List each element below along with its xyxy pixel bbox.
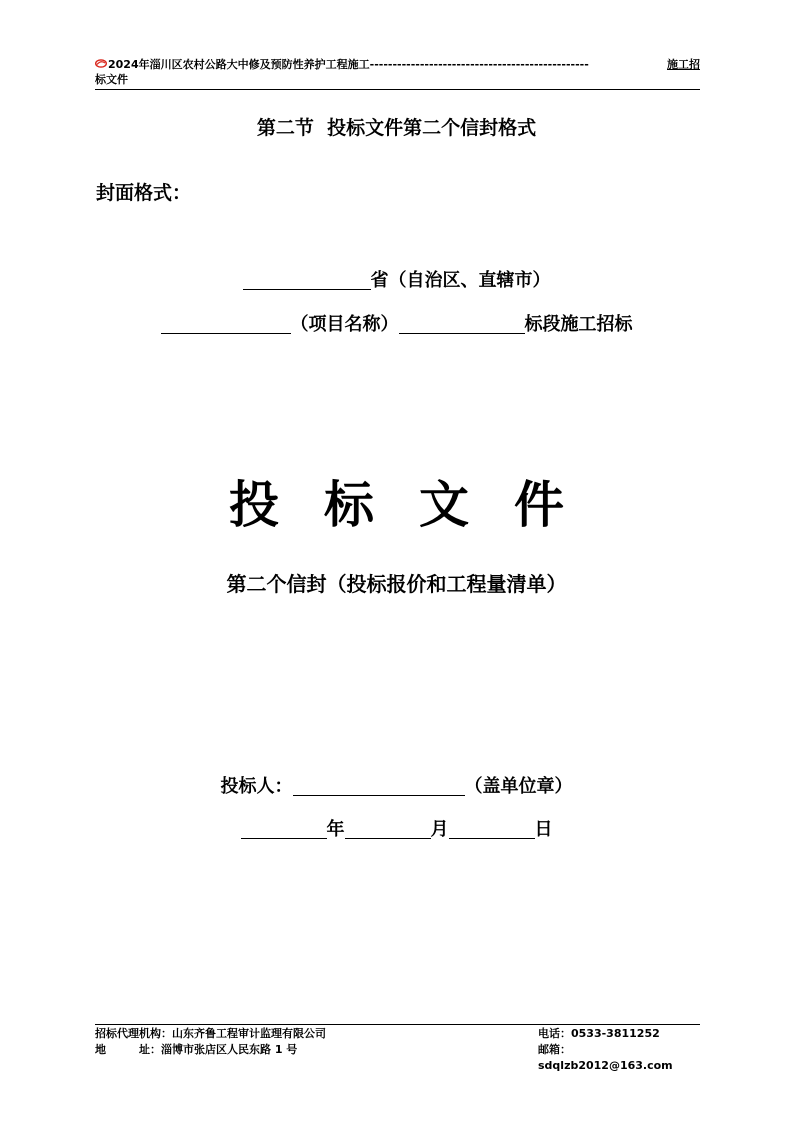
- bid-section-blank: [399, 313, 525, 334]
- year-blank: [241, 818, 327, 839]
- header-title: 2024年淄川区农村公路大中修及预防性养护工程施工: [108, 58, 370, 71]
- province-blank: [243, 269, 371, 290]
- month-label: 月: [430, 819, 449, 840]
- bidder-label: 投标人：: [220, 776, 293, 797]
- month-blank: [345, 818, 431, 839]
- agency-value: 山东齐鲁工程审计监理有限公司: [172, 1027, 326, 1040]
- project-name-label: （项目名称）: [290, 314, 399, 335]
- project-line: [0, 310, 793, 336]
- province-line: [0, 266, 793, 292]
- header-tail: 施工招: [667, 58, 700, 71]
- header-dashes: ------------------------------------------------: [369, 58, 589, 71]
- agency-label: 招标代理机构：: [95, 1027, 172, 1040]
- day-blank: [449, 818, 535, 839]
- seal-note: （盖单位章）: [464, 776, 573, 797]
- project-prefix-blank: [161, 313, 291, 334]
- bidder-blank: [293, 775, 465, 796]
- day-label: 日: [534, 819, 553, 840]
- cover-format-label: 封面格式：: [96, 182, 192, 204]
- email-label: 邮箱：: [538, 1043, 571, 1056]
- email-value: sdqlzb2012@163.com: [538, 1059, 673, 1072]
- date-line: [0, 815, 793, 841]
- address-value: 淄博市张店区人民东路 1 号: [161, 1043, 298, 1056]
- header-line-2: 标文件: [95, 73, 128, 86]
- bid-section-suffix: 标段施工招标: [524, 314, 633, 335]
- page-footer: [95, 1024, 700, 1074]
- footer-row-1: [95, 1026, 700, 1042]
- phone-label: 电话：: [538, 1027, 571, 1040]
- phone-value: 0533-3811252: [571, 1027, 660, 1040]
- province-suffix: 省（自治区、直辖市）: [370, 270, 551, 291]
- year-label: 年: [326, 819, 345, 840]
- sub-title: 第二个信封（投标报价和工程量清单）: [226, 572, 567, 596]
- bidder-line: [0, 772, 793, 798]
- company-logo-icon: [95, 57, 107, 66]
- page-header: [95, 57, 700, 90]
- address-label: 地 址：: [95, 1043, 161, 1056]
- footer-row-2: [95, 1042, 700, 1074]
- header-line-1: [95, 57, 700, 72]
- main-title: 投标文件: [229, 476, 609, 534]
- section-title: 第二节 投标文件第二个信封格式: [256, 117, 537, 139]
